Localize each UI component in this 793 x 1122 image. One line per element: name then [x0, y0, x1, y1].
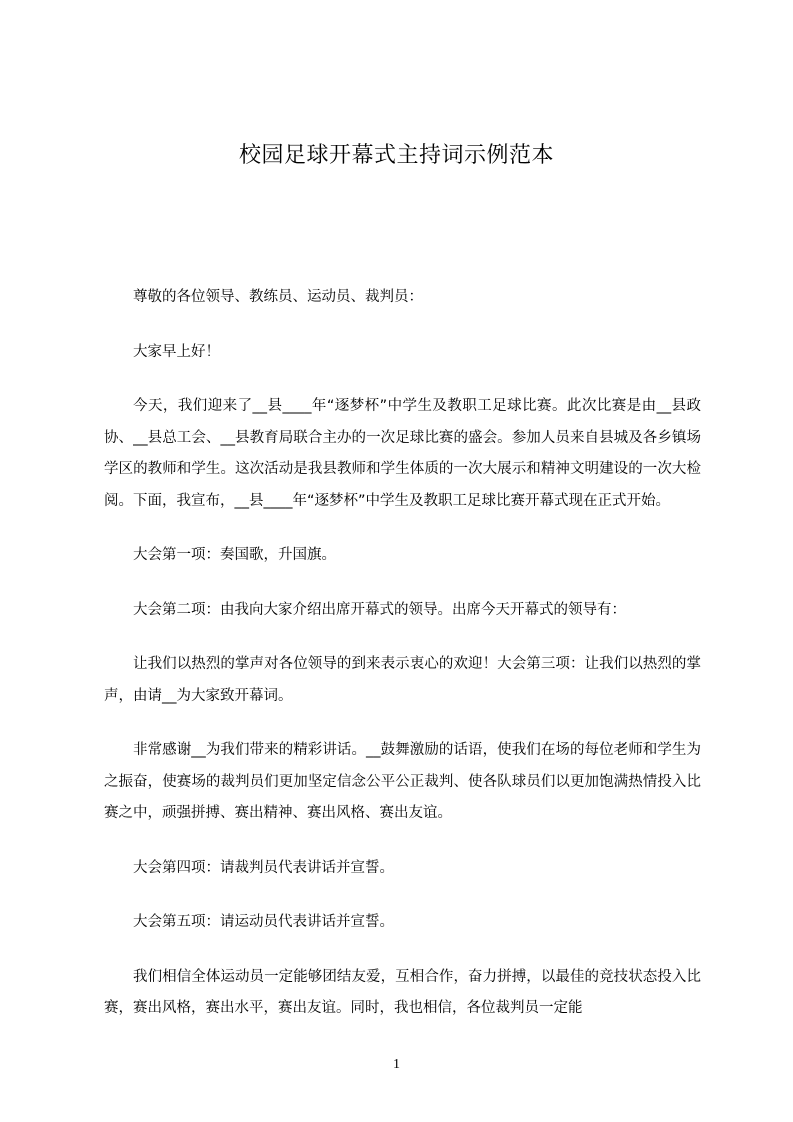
paragraph-introduction: 今天，我们迎来了__县____年“逐梦杯”中学生及教职工足球比赛。此次比赛是由__县政协、__县总工会、__县教育局联合主办的一次足球比赛的盛会。参加人员来自县城及各乡镇场学区的教师和学生。这次活动是我县教师和学生体质的一次大展示和精神文明建设的一次大检阅。下面，我宣布，__县____年“逐梦杯”中学生及教职工足球比赛开幕式现在正式开始。 — [104, 398, 701, 509]
paragraph-thanks: 非常感谢__为我们带来的精彩讲话。__鼓舞激励的话语，使我们在场的每位老师和学生为之振奋，使赛场的裁判员们更加坚定信念公平公正裁判、使各队球员们以更加饱满热情投入比赛之中，顽强拼搏、赛出精神、赛出风格、赛出友谊。 — [104, 742, 701, 821]
page-number: 1 — [393, 1057, 400, 1072]
paragraph-welcome: 让我们以热烈的掌声对各位领导的到来表示衷心的欢迎！大会第三项：让我们以热烈的掌声，由请__为大家致开幕词。 — [104, 656, 701, 704]
paragraph-belief: 我们相信全体运动员一定能够团结友爱，互相合作，奋力拼搏，以最佳的竞技状态投入比赛，赛出风格，赛出水平，赛出友谊。同时，我也相信，各位裁判员一定能 — [104, 968, 701, 1016]
paragraph-item-five: 大会第五项：请运动员代表讲话并宣誓。 — [133, 914, 394, 930]
paragraph-greeting: 大家早上好！ — [133, 343, 220, 360]
paragraph-item-two: 大会第二项：由我向大家介绍出席开幕式的领导。出席今天开幕式的领导有： — [133, 601, 626, 618]
paragraph-salutation: 尊敬的各位领导、教练员、运动员、裁判员： — [133, 289, 423, 305]
paragraph-item-four: 大会第四项：请裁判员代表讲话并宣誓。 — [133, 859, 394, 876]
document-title: 校园足球开幕式主持词示例范本 — [238, 143, 554, 168]
paragraph-item-one: 大会第一项：奏国歌，升国旗。 — [133, 547, 336, 563]
document-body — [104, 282, 701, 1048]
